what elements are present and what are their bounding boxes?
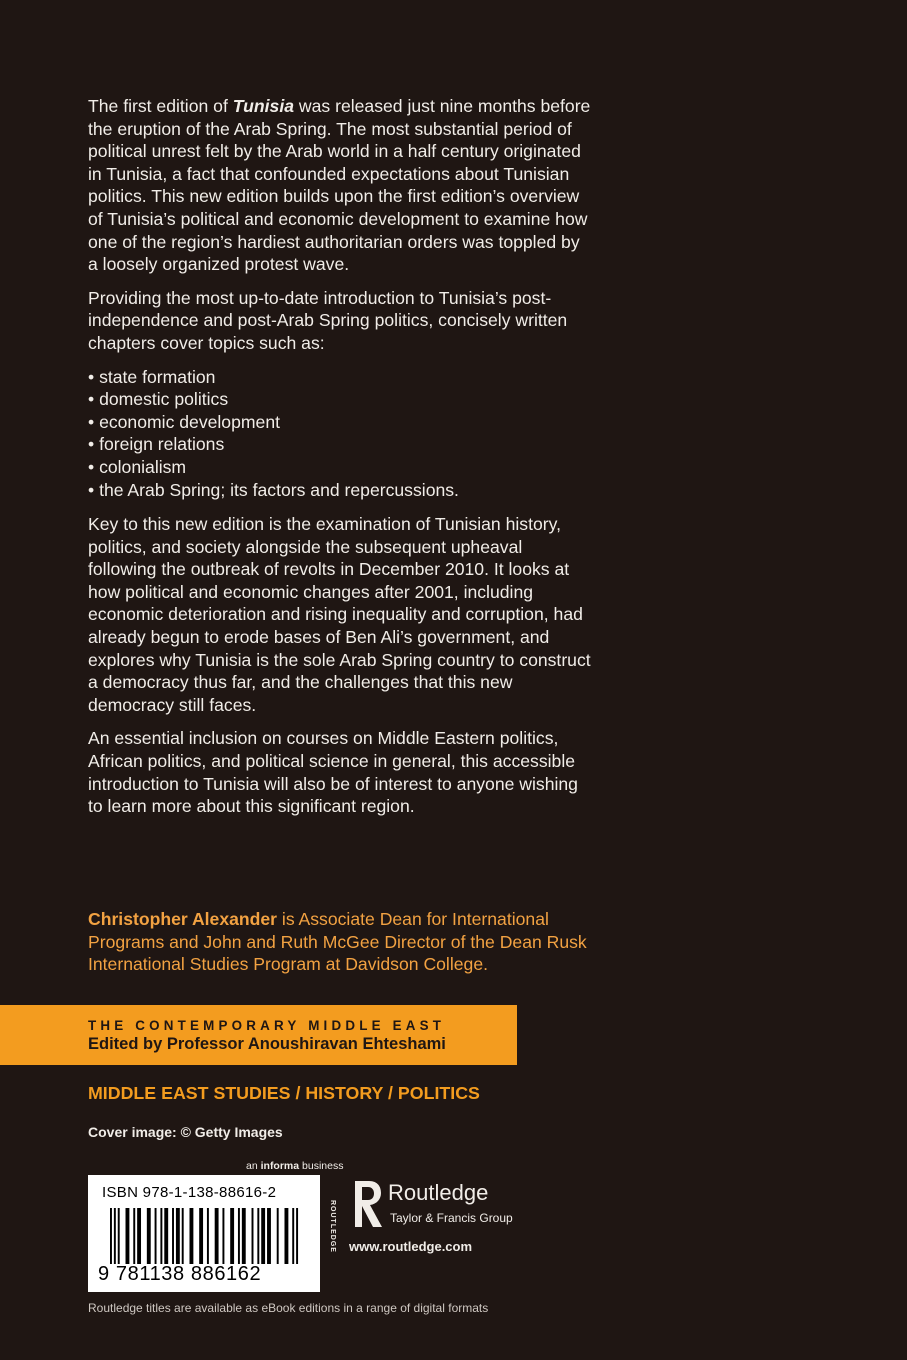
barcode-bar bbox=[277, 1208, 279, 1264]
barcode-bar bbox=[267, 1208, 271, 1264]
barcode-bars bbox=[110, 1208, 300, 1264]
topic-item: • domestic politics bbox=[88, 388, 593, 411]
barcode-bar bbox=[222, 1208, 224, 1264]
barcode-bar bbox=[215, 1208, 219, 1264]
barcode-bar bbox=[155, 1208, 157, 1264]
barcode-bar bbox=[292, 1208, 294, 1264]
subject-categories: MIDDLE EAST STUDIES / HISTORY / POLITICS bbox=[88, 1083, 480, 1103]
informa-brand: informa bbox=[260, 1160, 300, 1172]
barcode-bar bbox=[242, 1208, 246, 1264]
author-bio-text: is Associate Dean for International Programs and John and Ruth McGee Director of the Dean Rusk International Studies Program at Davidson College. bbox=[88, 909, 587, 975]
topic-item: • economic development bbox=[88, 411, 593, 434]
barcode-bar bbox=[164, 1208, 168, 1264]
publisher-name: Routledge bbox=[388, 1180, 489, 1205]
barcode-bar bbox=[147, 1208, 151, 1264]
author-name: Christopher Alexander bbox=[88, 909, 278, 929]
blurb-paragraph-3: Key to this new edition is the examination of Tunisian history, politics, and society alongside the subsequent upheaval following the outbreak of revolts in December 2010. It looks at how political and economic changes after 2001, including economic deterioration and rising inequality and corruption, had already begun to erode bases of Ben Ali’s government, and explores why Tunisia is the sole Arab Spring country to construct a democracy thus far, and the challenges that this new democracy still faces. bbox=[88, 514, 591, 715]
barcode-bar bbox=[296, 1208, 298, 1264]
isbn-label: ISBN 978-1-138-88616-2 bbox=[102, 1184, 277, 1201]
series-editor: Edited by Professor Anoushiravan Ehteshami bbox=[88, 1035, 446, 1053]
topics-list bbox=[88, 366, 593, 502]
barcode-digits: 9 781138 886162 bbox=[98, 1263, 262, 1285]
barcode-bar bbox=[110, 1208, 112, 1264]
book-title: Tunisia bbox=[232, 96, 295, 116]
barcode-bar bbox=[207, 1208, 209, 1264]
blurb-p1-rest: was released just nine months before the eruption of the Arab Spring. The most substantial period of political unrest felt by the Arab world in a half century originated in Tunisia, a fact that confounded expectations about Tunisian politics. This new edition builds upon the first edition’s overview of Tunisia’s political and economic development to examine how one of the region’s hardiest authoritarian orders was toppled by a loosely organized protest wave. bbox=[88, 96, 591, 275]
barcode-bar bbox=[118, 1208, 120, 1264]
barcode-bar bbox=[252, 1208, 254, 1264]
topic-item: • colonialism bbox=[88, 456, 593, 479]
informa-prefix: an bbox=[246, 1160, 261, 1172]
blurb-paragraph-2: Providing the most up-to-date introduction to Tunisia’s post-independence and post-Arab Spring politics, concisely written chapters cover topics such as: bbox=[88, 287, 568, 353]
barcode-bar bbox=[133, 1208, 135, 1264]
informa-suffix: business bbox=[299, 1160, 344, 1172]
barcode-bar bbox=[284, 1208, 288, 1264]
barcode-bar bbox=[230, 1208, 234, 1264]
barcode-bar bbox=[257, 1208, 259, 1264]
barcode-bar bbox=[261, 1208, 265, 1264]
barcode-bar bbox=[137, 1208, 141, 1264]
blurb-paragraph-4: An essential inclusion on courses on Middle Eastern politics, African politics, and political science in general, this accessible introduction to Tunisia will also be of interest to anyone wishing to learn more about this significant region. bbox=[88, 728, 578, 817]
topic-item: • foreign relations bbox=[88, 433, 593, 456]
informa-tagline bbox=[246, 1160, 343, 1172]
cover-image-credit: Cover image: © Getty Images bbox=[88, 1124, 283, 1140]
barcode-bar bbox=[114, 1208, 116, 1264]
barcode-bar bbox=[176, 1208, 180, 1264]
publisher-vertical-mark: ROUTLEDGE bbox=[329, 1200, 336, 1253]
series-band bbox=[0, 1005, 517, 1065]
isbn-barcode bbox=[88, 1175, 320, 1292]
series-title: THE CONTEMPORARY MIDDLE EAST bbox=[88, 1018, 446, 1033]
ebook-note: Routledge titles are available as eBook editions in a range of digital formats bbox=[88, 1301, 489, 1315]
topic-item: • the Arab Spring; its factors and repercussions. bbox=[88, 479, 593, 502]
publisher-group: Taylor & Francis Group bbox=[390, 1211, 513, 1225]
barcode-bar bbox=[182, 1208, 184, 1264]
barcode-bar bbox=[189, 1208, 193, 1264]
author-bio bbox=[88, 908, 598, 976]
barcode-bar bbox=[126, 1208, 130, 1264]
publisher-website: www.routledge.com bbox=[349, 1239, 473, 1254]
barcode-bar bbox=[199, 1208, 203, 1264]
barcode-bar bbox=[238, 1208, 240, 1264]
blurb-paragraph-1 bbox=[88, 95, 593, 276]
routledge-logo-icon bbox=[345, 1177, 383, 1231]
barcode-bar bbox=[160, 1208, 162, 1264]
barcode-bar bbox=[172, 1208, 174, 1264]
blurb-p1-prefix: The first edition of bbox=[88, 96, 233, 116]
topic-item: • state formation bbox=[88, 366, 593, 389]
back-cover-blurb bbox=[88, 95, 593, 829]
